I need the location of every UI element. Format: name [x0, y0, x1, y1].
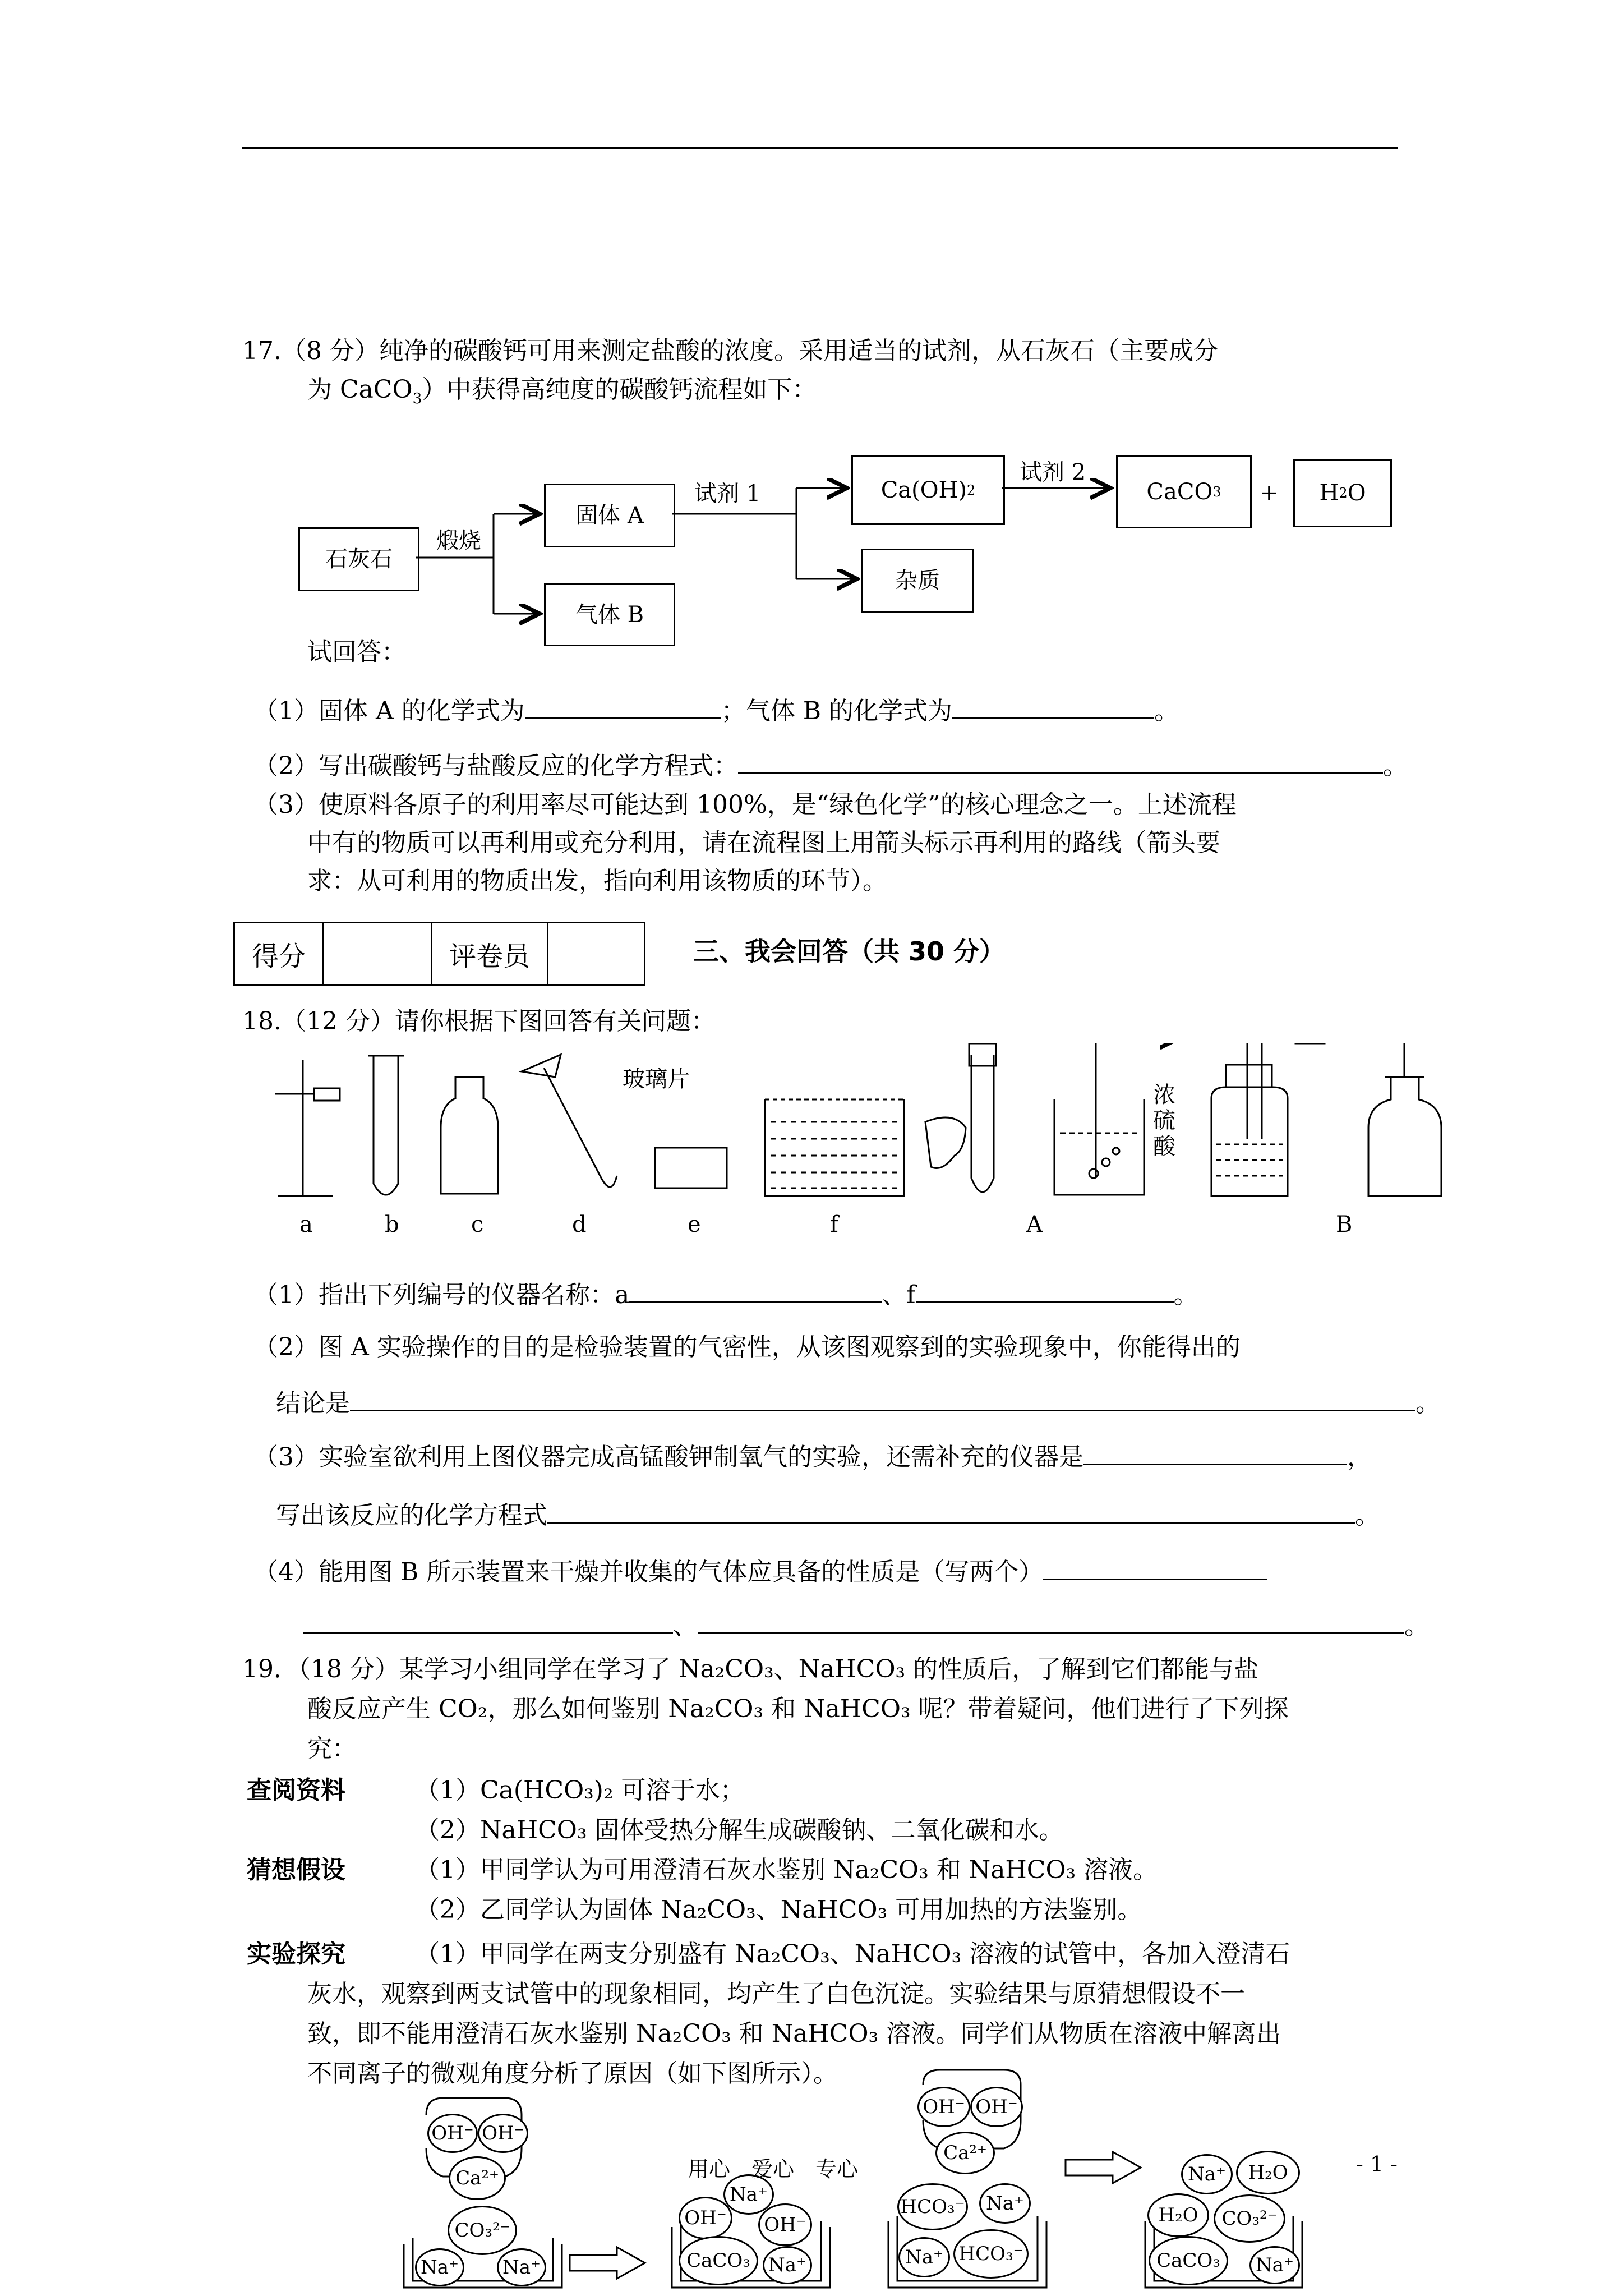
ion-oh-1: OH⁻ — [427, 2114, 478, 2153]
ref-item-2: （2）NaHCO₃ 固体受热分解生成碳酸钠、二氧化碳和水。 — [415, 1816, 1064, 1844]
exp-line-4: 不同离子的微观角度分析了原因（如下图所示）。 — [307, 2059, 838, 2088]
caoh2-box: Ca(OH) 2 — [851, 455, 1005, 525]
q18-p3-l2: 写出该反应的化学方程式 。 — [276, 1497, 1380, 1531]
section-title: 三、我会回答（共 30 分） — [693, 936, 1006, 967]
gas-b-box: 气体 B — [544, 583, 675, 646]
ion-hco3-1: HCO₃⁻ — [897, 2183, 968, 2230]
q18-p4: （4）能用图 B 所示装置来干燥并收集的气体应具备的性质是（写两个） — [253, 1554, 1267, 1588]
glass-label: 玻璃片 — [623, 1066, 690, 1092]
hyp-item-1: （1）甲同学认为可用澄清石灰水鉴别 Na₂CO₃ 和 NaHCO₃ 溶液。 — [415, 1856, 1158, 1884]
limestone-box: 石灰石 — [298, 527, 419, 591]
ion-na-4: Na⁺ — [763, 2246, 812, 2284]
ion-na-2: Na⁺ — [497, 2248, 546, 2286]
q17-p3-l2: 中有的物质可以再利用或充分利用，请在流程图上用箭头标示再利用的路线（箭头要 — [307, 829, 1220, 857]
apparatus-label-B: B — [1336, 1212, 1353, 1237]
answer-prompt: 试回答： — [307, 638, 406, 666]
ion-co3-1: CO₃²⁻ — [448, 2206, 517, 2255]
apparatus-label-e: e — [688, 1212, 701, 1237]
ion-na-1: Na⁺ — [415, 2248, 464, 2286]
q17-p3-l3: 求：从可利用的物质出发，指向利用该物质的环节）。 — [307, 867, 887, 895]
q18-p4-l2: 、 。 — [303, 1608, 1429, 1642]
apparatus-label-a: a — [299, 1212, 313, 1237]
apparatus-label-d: d — [572, 1212, 587, 1237]
ion-oh-6: OH⁻ — [970, 2087, 1023, 2127]
exp-line-2: 灰水，观察到两支试管中的现象相同，均产生了白色沉淀。实验结果与原猜想假设不一 — [307, 1980, 1245, 2008]
footer-motto: 用心 爱心 专心 — [688, 2157, 859, 2182]
ion-oh-5: OH⁻ — [917, 2087, 970, 2127]
q18-p3-l1: （3）实验室欲利用上图仪器完成高锰酸钾制氧气的实验，还需补充的仪器是 ， — [253, 1439, 1372, 1473]
impurity-box: 杂质 — [861, 549, 974, 613]
ion-oh-2: OH⁻ — [478, 2114, 528, 2153]
ion-na-8: Na⁺ — [1249, 2246, 1300, 2284]
ion-na-6: Na⁺ — [898, 2237, 950, 2277]
score-label: 得分 — [234, 923, 324, 985]
q17-p2: （2）写出碳酸钙与盐酸反应的化学方程式： 。 — [253, 748, 1408, 782]
apparatus-label-c: c — [471, 1212, 484, 1237]
ref-item-1: （1）Ca(HCO₃)₂ 可溶于水； — [415, 1776, 745, 1805]
q17-p3-l1: （3）使原料各原子的利用率尽可能达到 100%，是“绿色化学”的核心理念之一。上述流程 — [253, 790, 1237, 819]
apparatus-label-f: f — [830, 1212, 838, 1237]
ion-oh-3: OH⁻ — [679, 2197, 732, 2239]
acid-label-2: 硫 — [1153, 1108, 1175, 1134]
q19-l2: 酸反应产生 CO₂，那么如何鉴别 Na₂CO₃ 和 NaHCO₃ 呢？带着疑问，他们进行了下列探 — [307, 1695, 1289, 1723]
q19-l3: 究： — [307, 1734, 357, 1763]
ion-co3-2: CO₃²⁻ — [1214, 2194, 1285, 2243]
exp-line-1: （1）甲同学在两支分别盛有 Na₂CO₃、NaHCO₃ 溶液的试管中，各加入澄清石 — [415, 1940, 1290, 1968]
exp-line-3: 致，即不能用澄清石灰水鉴别 Na₂CO₃ 和 NaHCO₃ 溶液。同学们从物质在溶液中解离出 — [307, 2019, 1281, 2048]
ion-oh-4: OH⁻ — [758, 2203, 812, 2246]
calcine-label: 煅烧 — [436, 528, 481, 554]
apparatus-label-b: b — [385, 1212, 399, 1237]
q17-line2: 为 CaCO$_3$）中获得高纯度的碳酸钙流程如下： — [307, 375, 817, 407]
ion-caco3-2: CaCO₃ — [1149, 2236, 1228, 2285]
page-number: - 1 - — [1356, 2152, 1398, 2177]
solid-a-box: 固体 A — [544, 484, 675, 547]
hyp-item-2: （2）乙同学认为固体 Na₂CO₃、NaHCO₃ 可用加热的方法鉴别。 — [415, 1895, 1142, 1924]
ion-na-7: Na⁺ — [1181, 2154, 1233, 2194]
ion-na-5: Na⁺ — [979, 2183, 1031, 2224]
ion-h2o-1: H₂O — [1236, 2151, 1300, 2194]
hyp-heading: 猜想假设 — [247, 1856, 345, 1884]
q17-line1: 17.（8 分）纯净的碳酸钙可用来测定盐酸的浓度。采用适当的试剂，从石灰石（主要成分 — [242, 337, 1218, 365]
plus-sign: + — [1260, 480, 1279, 506]
ion-h2o-2: H₂O — [1147, 2193, 1209, 2237]
acid-label-3: 酸 — [1153, 1134, 1175, 1159]
caco3-box: CaCO 3 — [1116, 455, 1252, 528]
reagent2-label: 试剂 2 — [1020, 459, 1086, 485]
q19-l1: 19．（18 分）某学习小组同学在学习了 Na₂CO₃、NaHCO₃ 的性质后，了解到它们都能与盐 — [242, 1655, 1259, 1683]
q18-p2-l2: 结论是 。 — [276, 1385, 1440, 1419]
q17-p1: （1）固体 A 的化学式为 ；气体 B 的化学式为 。 — [253, 693, 1179, 727]
ion-ca-1: Ca²⁺ — [449, 2156, 506, 2200]
ion-hco3-2: HCO₃⁻ — [953, 2229, 1029, 2279]
reagent1-label: 试剂 1 — [694, 481, 761, 507]
q18-p2-l1: （2）图 A 实验操作的目的是检验装置的气密性，从该图观察到的实验现象中，你能得出的 — [253, 1333, 1241, 1361]
grader-label: 评卷员 — [432, 923, 548, 985]
h2o-box: H 2 O — [1293, 459, 1392, 527]
exp-heading: 实验探究 — [247, 1940, 345, 1968]
ref-heading: 查阅资料 — [247, 1776, 345, 1805]
q18-p1: （1）指出下列编号的仪器名称：a 、f 。 — [253, 1277, 1198, 1311]
ion-caco3-1: CaCO₃ — [679, 2236, 758, 2285]
acid-label-1: 浓 — [1153, 1082, 1175, 1108]
ion-ca-2: Ca²⁺ — [935, 2132, 995, 2174]
apparatus-label-A: A — [1026, 1212, 1043, 1237]
q18-title: 18.（12 分）请你根据下图回答有关问题： — [242, 1007, 716, 1036]
ion-na-3: Na⁺ — [723, 2174, 774, 2215]
